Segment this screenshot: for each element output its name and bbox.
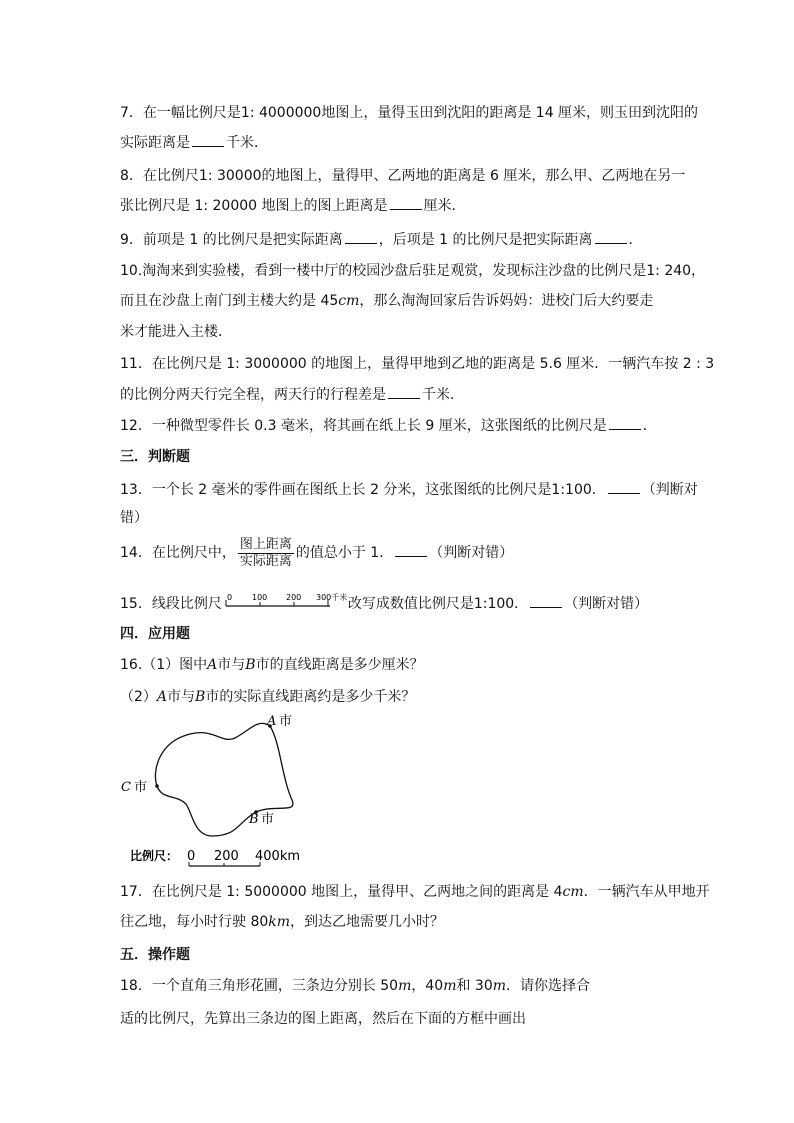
- answer-blank[interactable]: [595, 230, 627, 244]
- q14-line: 14．在比例尺中， $\frac{\text{图上距离}}{\text{实际距离}}$ 的值总小于 1． （判断对错）: [120, 536, 514, 569]
- q9-line: 9．前项是 1 的比例尺是把实际距离 ，后项是 1 的比例尺是把实际距离 ．: [120, 232, 643, 248]
- answer-blank[interactable]: [530, 594, 562, 608]
- city-b-shi: 市: [261, 812, 275, 827]
- answer-blank[interactable]: [345, 230, 377, 244]
- q8-line-1: 8．在比例尺1: 30000的地图上，量得甲、乙两地的距离是 6 厘米，那么甲、乙两地在另一: [120, 168, 686, 184]
- section-heading-judgement: 三．判断题: [120, 449, 190, 465]
- q11-line-2: 的比例分两天行完全程，两天行的行程差是 千米．: [120, 387, 464, 403]
- q10-line-1: 10.淘淘来到实验楼，看到一楼中厅的校园沙盘后驻足观赏，发现标注沙盘的比例尺是1: 240，: [120, 263, 706, 279]
- q10-line-2: 而且在沙盘上南门到主楼大约是 45cm，那么淘淘回家后告诉妈妈：进校门后大约要走: [120, 293, 654, 309]
- city-map-figure: [110, 712, 320, 872]
- q13-line-2: 错）: [120, 510, 148, 526]
- scale-label: 300千米: [315, 593, 348, 602]
- fraction: $\frac{\text{图上距离}}{\text{实际距离}}$: [239, 536, 292, 569]
- city-c-shi: 市: [134, 780, 148, 795]
- answer-blank[interactable]: [390, 196, 422, 210]
- map-scale-label: 400km: [255, 849, 301, 864]
- scale-label: 0: [226, 593, 232, 602]
- answer-blank[interactable]: [608, 480, 640, 494]
- q8-line-2: 张比例尺是 1: 20000 地图上的图上距离是 厘米．: [120, 198, 466, 214]
- q10-line-3: 米才能进入主楼．: [120, 324, 232, 340]
- section-heading-operation: 五．操作题: [120, 947, 190, 963]
- city-c-dot: [155, 784, 159, 788]
- answer-blank[interactable]: [192, 133, 224, 147]
- city-b-label: B: [249, 812, 259, 827]
- q13-line-1: 13．一个长 2 毫米的零件画在图纸上长 2 分米，这张图纸的比例尺是1:100． （判断对: [120, 482, 698, 498]
- answer-blank[interactable]: [395, 543, 427, 557]
- city-a-shi: 市: [279, 714, 293, 729]
- map-scale-label: 0: [187, 849, 196, 864]
- q12-line: 12．一种微型零件长 0.3 毫米，将其画在纸上长 9 厘米，这张图纸的比例尺是 ．: [120, 418, 657, 434]
- map-scale-prefix: 比例尺：: [130, 849, 179, 863]
- q18-line-2: 适的比例尺，先算出三条边的图上距离，然后在下面的方框中画出: [120, 1011, 526, 1027]
- q18-line-1: 18．一个直角三角形花圃，三条边分别长 50m，40m和 30m．请你选择合: [120, 978, 591, 994]
- scale-label: 200: [285, 593, 302, 602]
- q17-line-2: 往乙地，每小时行驶 80km，到达乙地需要几小时？: [120, 914, 445, 930]
- q7-line-2: 实际距离是 千米．: [120, 135, 268, 151]
- q15-line: 15．线段比例尺 0 100 200 300千米 改写成数值比例尺是1:100． （判断对错）: [120, 593, 649, 612]
- city-c-label: C: [121, 780, 131, 795]
- q11-line-1: 11．在比例尺是 1: 3000000 的地图上，量得甲地到乙地的距离是 5.6 厘米．一辆汽车按 2 : 3: [120, 356, 715, 372]
- answer-blank[interactable]: [388, 385, 420, 399]
- line-scale-bar: [222, 592, 348, 612]
- answer-blank[interactable]: [609, 416, 641, 430]
- q17-line-1: 17．在比例尺是 1: 5000000 地图上，量得甲、乙两地之间的距离是 4cm．一辆汽车从甲地开: [120, 884, 710, 900]
- scale-label: 100: [251, 593, 268, 602]
- q16-line-1: 16.（1）图中A市与B市的直线距离是多少厘米？: [120, 657, 424, 673]
- section-heading-application: 四．应用题: [120, 626, 190, 642]
- map-scale-label: 200: [214, 849, 239, 864]
- q7-line-1: 7．在一幅比例尺是1: 4000000地图上，量得玉田到沈阳的距离是 14 厘米，则玉田到沈阳的: [120, 105, 699, 121]
- q16-line-2: （2）A市与B市的实际直线距离约是多少千米？: [120, 689, 416, 705]
- city-a-label: A: [267, 714, 277, 729]
